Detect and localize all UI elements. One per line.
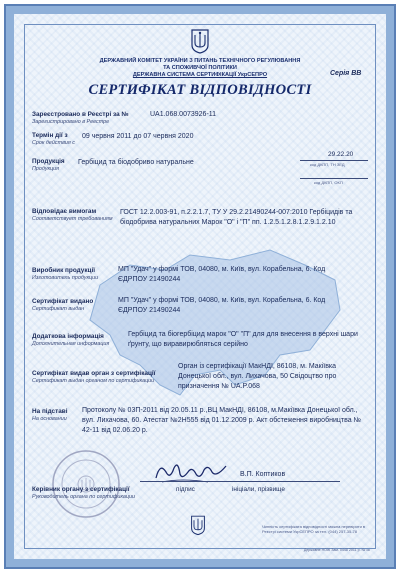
trident-emblem-icon xyxy=(190,28,210,54)
additional-value: Гербіцид та біогербіцид марок "О" "П" для для внесення в верхні шари ґрунту, що виравирюбляться серійно xyxy=(128,331,358,348)
header-line-1: ДЕРЖАВНИЙ КОМІТЕТ УКРАЇНИ З ПИТАНЬ ТЕХНІЧНОГО РЕГУЛЮВАННЯ xyxy=(99,58,301,64)
certificate-title: СЕРТИФІКАТ ВІДПОВІДНОСТІ xyxy=(88,82,312,98)
validity-label: Термін дії з xyxy=(32,132,68,139)
validity-value: 09 червня 2011 до 07 червня 2020 xyxy=(82,133,194,140)
head-name: В.П. Коптиков xyxy=(240,471,286,478)
registry-label: Зареєстровано в Реєстрі за № xyxy=(32,111,129,118)
name-caption: ініціали, прізвище xyxy=(232,486,285,493)
product-code2-underline xyxy=(300,178,368,179)
head-label: Керівник органу з сертифікації xyxy=(32,486,130,493)
product-label-ru: Продукция xyxy=(32,166,60,172)
issued-to-label-ru: Сертификат выдан xyxy=(32,306,85,312)
trident-emblem-bottom-icon xyxy=(190,514,206,536)
additional-label: Додаткова інформація xyxy=(32,333,104,340)
manufacturer-value: МП "Удач" у формі ТОВ, 04080, м. Київ, вул. Корабельна, 6. Код ЄДРПОУ 21490244 xyxy=(118,266,326,283)
product-label: Продукція xyxy=(32,158,65,165)
product-code-underline xyxy=(300,160,368,161)
product-code2-note: код ДКПП, ОКП xyxy=(314,180,343,185)
basis-value: Протоколу № 03П-2011 від 20.05.11 р.,ВЦ МакНДІ, 86108, м.Макіївка Донецької обл., вул. Лихачова, 60. Атестат №2Н555 від 01.12.2009 р. Акт обстеження виробництва № 42-11 від 02.06.20 р. xyxy=(82,407,362,434)
product-code-note: код ДКПП, ТН ЗЕД xyxy=(310,162,345,167)
head-label-ru: Руководитель органа по сертификации xyxy=(32,494,136,500)
basis-label-ru: На основании xyxy=(32,416,67,422)
issued-to-label: Сертифікат видано xyxy=(32,298,94,305)
manufacturer-label: Виробник продукції xyxy=(32,267,96,274)
issued-to-value: МП "Удач" у формі ТОВ, 04080, м. Київ, вул. Корабельна, 6. Код ЄДРПОУ 21490244 xyxy=(118,297,326,314)
certifying-body-value: Орган із сертифікації МакНДІ, 86108, м. Макіївка Донецької обл., вул. Лихачова, 50 Свідоцтво про призначення № UA.P.068 xyxy=(178,363,337,390)
product-code: 29.22.20 xyxy=(328,151,354,158)
manufacturer-label-ru: Изготовитель продукции xyxy=(32,275,99,281)
certifying-body-label: Сертифікат видав орган з сертифікації xyxy=(32,370,156,377)
certifying-body-label-ru: Сертификат выдан органом по сертификации xyxy=(32,378,155,384)
basis-label: На підставі xyxy=(32,408,68,415)
registry-label-ru: Зарегистрировано в Реестре xyxy=(32,119,110,125)
print-note: Державне НОЖ Зам. 0448 2011 р. № ок xyxy=(303,548,370,552)
product-value: Гербіцид та біодобриво натуральне xyxy=(78,159,194,166)
validity-label-ru: Срок действия с xyxy=(32,140,75,146)
additional-label-ru: Дополнительная информация xyxy=(32,341,110,347)
requirements-value: ГОСТ 12.2.003-91, п.2.2.1.7, ТУ У 29.2.21490244-007:2010 Гербіцидів та біодобрива натуральних Марок "О" і "П" пп. 1.2.5.1.2.8.1.2.9.1.2.10 xyxy=(120,209,353,226)
signature-caption: підпис xyxy=(176,486,195,493)
requirements-label-ru: Соответствует требованиям xyxy=(32,216,113,222)
footer-note: Чинність сертифіката відповідності можна перевірити в Реєстрі системи УкрСЕПРО за тел. (044) 257-35-78 xyxy=(262,524,366,534)
header-line-2: ТА СПОЖИВЧОЇ ПОЛІТИКИ xyxy=(163,65,237,71)
series-label: Серія ВВ xyxy=(330,70,362,77)
official-stamp-seal xyxy=(50,448,122,520)
signature-line xyxy=(140,481,340,482)
registry-number: UA1.068.0073926-11 xyxy=(150,111,217,118)
header-line-3: ДЕРЖАВНА СИСТЕМА СЕРТИФІКАЦІЇ УкрСЕПРО xyxy=(132,72,268,78)
requirements-label: Відповідає вимогам xyxy=(32,208,97,215)
